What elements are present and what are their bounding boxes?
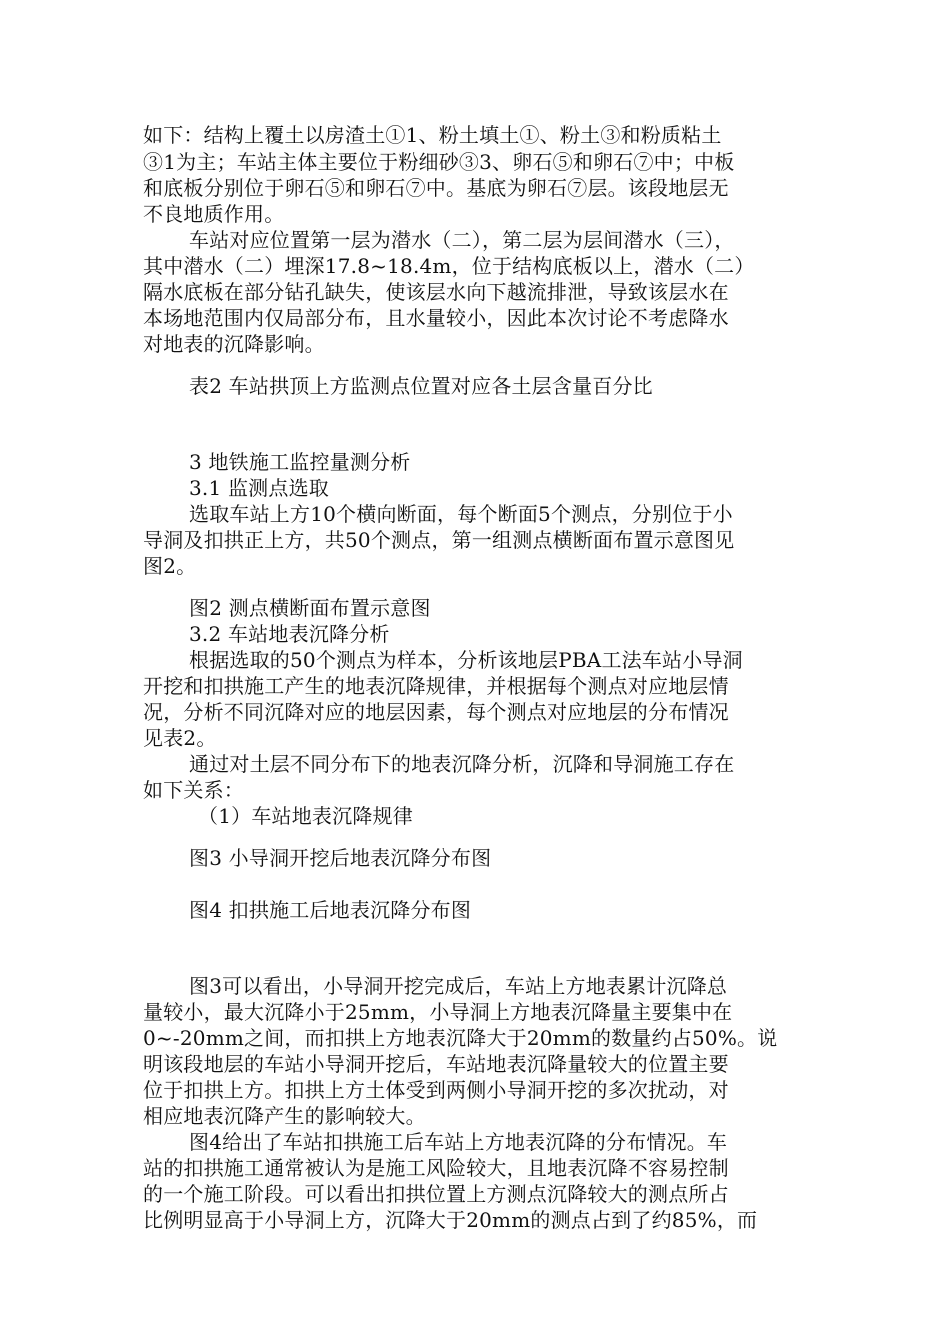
paragraph-line: 的一个施工阶段。可以看出扣拱位置上方测点沉降较大的测点所占 bbox=[143, 1182, 729, 1206]
subsection-heading: 3.1 监测点选取 bbox=[189, 476, 329, 500]
paragraph-line: 其中潜水（二）埋深17.8~18.4m，位于结构底板以上，潜水（二） bbox=[143, 254, 755, 278]
paragraph-line: 不良地质作用。 bbox=[143, 202, 285, 226]
paragraph-line: 隔水底板在部分钻孔缺失，使该层水向下越流排泄，导致该层水在 bbox=[143, 280, 729, 304]
figure-caption: 图4 扣拱施工后地表沉降分布图 bbox=[189, 898, 472, 922]
list-item: （1）车站地表沉降规律 bbox=[198, 804, 413, 828]
paragraph-line: 通过对土层不同分布下的地表沉降分析，沉降和导洞施工存在 bbox=[189, 752, 735, 776]
paragraph-line: 对地表的沉降影响。 bbox=[143, 332, 325, 356]
paragraph-line: 位于扣拱上方。扣拱上方土体受到两侧小导洞开挖的多次扰动，对 bbox=[143, 1078, 729, 1102]
paragraph-line: 车站对应位置第一层为潜水（二），第二层为层间潜水（三）， bbox=[189, 228, 735, 252]
paragraph-line: 本场地范围内仅局部分布，且水量较小，因此本次讨论不考虑降水 bbox=[143, 306, 729, 330]
paragraph-line: 比例明显高于小导洞上方，沉降大于20mm的测点占到了约85%，而 bbox=[143, 1208, 758, 1232]
paragraph-line: 图2。 bbox=[143, 554, 197, 578]
paragraph-line: 开挖和扣拱施工产生的地表沉降规律，并根据每个测点对应地层情 bbox=[143, 674, 729, 698]
paragraph-line: 选取车站上方10个横向断面，每个断面5个测点，分别位于小 bbox=[189, 502, 733, 526]
paragraph-line: 况，分析不同沉降对应的地层因素，每个测点对应地层的分布情况 bbox=[143, 700, 729, 724]
subsection-heading: 3.2 车站地表沉降分析 bbox=[189, 622, 390, 646]
paragraph-line: 见表2。 bbox=[143, 726, 217, 750]
paragraph-line: ③1为主；车站主体主要位于粉细砂③3、卵石⑤和卵石⑦中；中板 bbox=[143, 150, 735, 174]
paragraph-line: 如下关系： bbox=[143, 778, 244, 802]
paragraph-line: 导洞及扣拱正上方，共50个测点，第一组测点横断面布置示意图见 bbox=[143, 528, 735, 552]
paragraph-line: 根据选取的50个测点为样本，分析该地层PBA工法车站小导洞 bbox=[189, 648, 743, 672]
table-caption: 表2 车站拱顶上方监测点位置对应各土层含量百分比 bbox=[189, 374, 653, 398]
figure-caption: 图2 测点横断面布置示意图 bbox=[189, 596, 431, 620]
paragraph-line: 图4给出了车站扣拱施工后车站上方地表沉降的分布情况。车 bbox=[189, 1130, 728, 1154]
figure-caption: 图3 小导洞开挖后地表沉降分布图 bbox=[189, 846, 492, 870]
paragraph-line: 如下：结构上覆土以房渣土①1、粉土填土①、粉土③和粉质粘土 bbox=[143, 123, 722, 147]
section-heading: 3 地铁施工监控量测分析 bbox=[189, 450, 411, 474]
paragraph-line: 相应地表沉降产生的影响较大。 bbox=[143, 1104, 426, 1128]
paragraph-line: 0~-20mm之间，而扣拱上方地表沉降大于20mm的数量约占50%。说 bbox=[143, 1026, 778, 1050]
paragraph-line: 量较小，最大沉降小于25mm，小导洞上方地表沉降量主要集中在 bbox=[143, 1000, 733, 1024]
paragraph-line: 和底板分别位于卵石⑤和卵石⑦中。基底为卵石⑦层。该段地层无 bbox=[143, 176, 729, 200]
paragraph-line: 图3可以看出，小导洞开挖完成后，车站上方地表累计沉降总 bbox=[189, 974, 728, 998]
paragraph-line: 站的扣拱施工通常被认为是施工风险较大，且地表沉降不容易控制 bbox=[143, 1156, 729, 1180]
paragraph-line: 明该段地层的车站小导洞开挖后，车站地表沉降量较大的位置主要 bbox=[143, 1052, 729, 1076]
